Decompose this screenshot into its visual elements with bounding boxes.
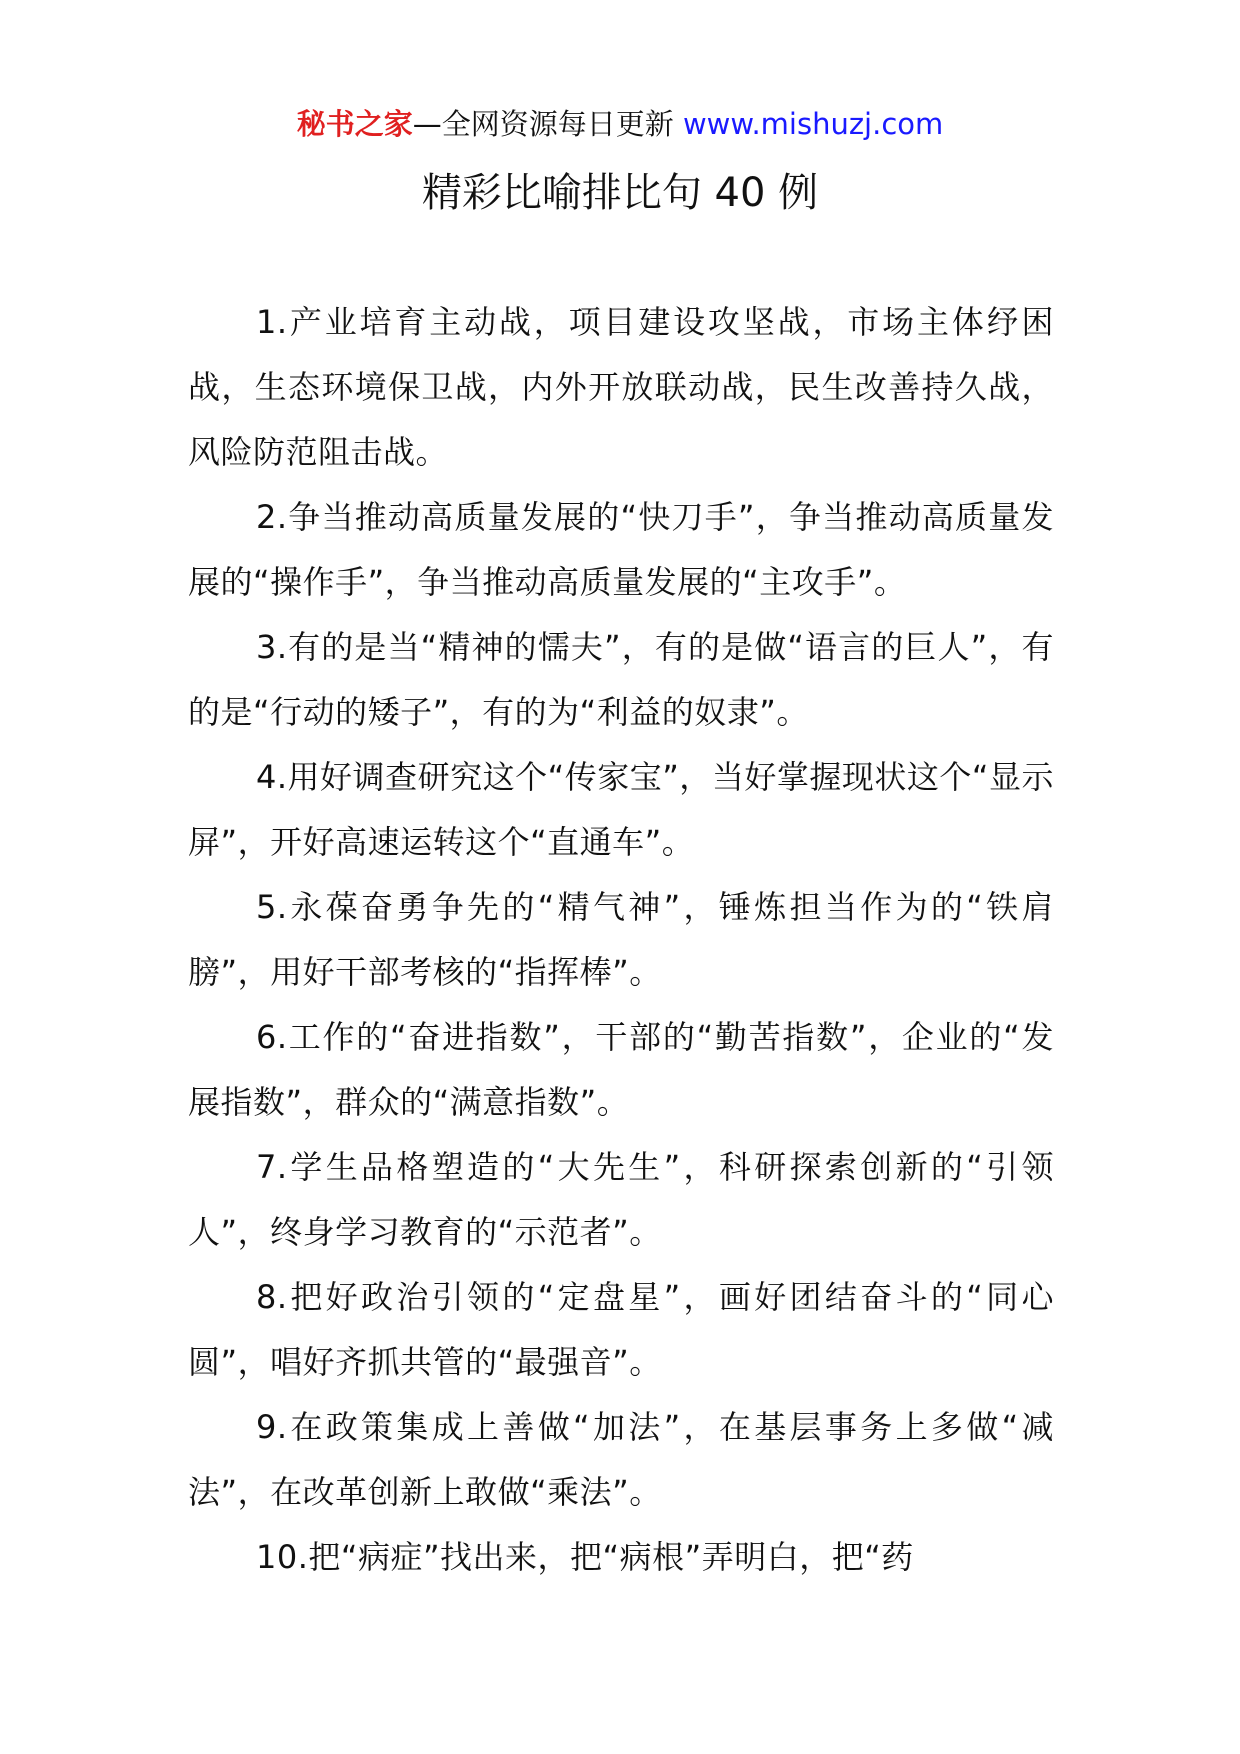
site-url[interactable]: www.mishuzj.com: [682, 107, 944, 141]
paragraph-4: 4.用好调查研究这个“传家宝”，当好掌握现状这个“显示屏”，开好高速运转这个“直通车”。: [188, 758, 1054, 861]
paragraph-1: 1.产业培育主动战，项目建设攻坚战，市场主体纾困战，生态环境保卫战，内外开放联动战，民生改善持久战，风险防范阻击战。: [188, 303, 1054, 471]
site-header: [0, 104, 1240, 144]
paragraph-5: 5.永葆奋勇争先的“精气神”，锤炼担当作为的“铁肩膀”，用好干部考核的“指挥棒”。: [188, 888, 1054, 991]
header-tagline: —全网资源每日更新: [412, 107, 683, 141]
paragraph-10: 10.把“病症”找出来，把“病根”弄明白，把“药: [256, 1538, 914, 1576]
brand-name: 秘书之家: [296, 107, 413, 141]
paragraph-2: 2.争当推动高质量发展的“快刀手”，争当推动高质量发展的“操作手”，争当推动高质量发展的“主攻手”。: [188, 498, 1054, 601]
document-title: 精彩比喻排比句 40 例: [421, 170, 819, 216]
paragraph-7: 7.学生品格塑造的“大先生”，科研探索创新的“引领人”，终身学习教育的“示范者”。: [188, 1148, 1054, 1251]
paragraph-8: 8.把好政治引领的“定盘星”，画好团结奋斗的“同心圆”，唱好齐抓共管的“最强音”。: [188, 1278, 1054, 1381]
paragraph-3: 3.有的是当“精神的懦夫”，有的是做“语言的巨人”，有的是“行动的矮子”，有的为“利益的奴隶”。: [188, 628, 1054, 731]
document-body: [188, 290, 1054, 1590]
paragraph-6: 6.工作的“奋进指数”，干部的“勤苦指数”，企业的“发展指数”，群众的“满意指数”。: [188, 1018, 1054, 1121]
paragraph-9: 9.在政策集成上善做“加法”，在基层事务上多做“减法”，在改革创新上敢做“乘法”。: [188, 1408, 1054, 1511]
